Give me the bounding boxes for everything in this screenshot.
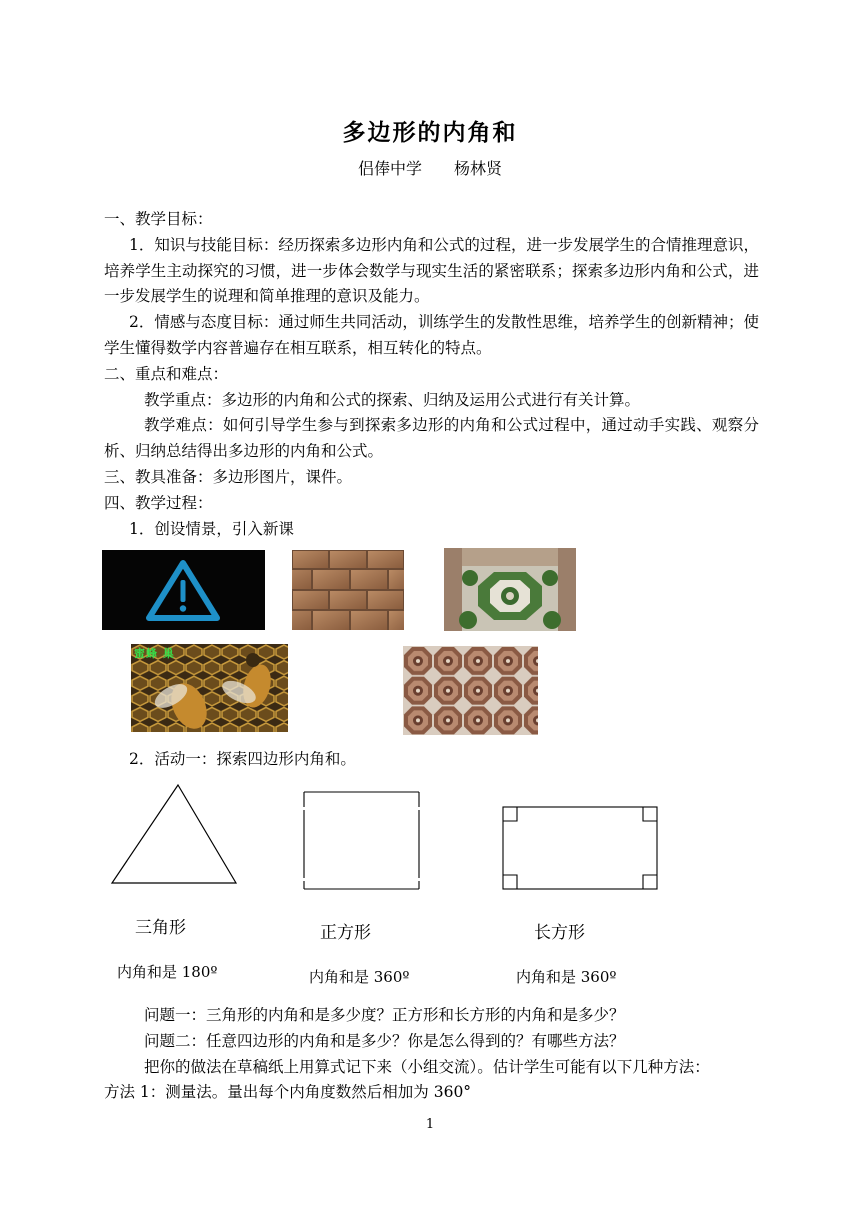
brick-pattern-icon <box>292 550 404 630</box>
warning-triangle-icon <box>102 550 265 630</box>
author-name: 杨林贤 <box>454 159 503 178</box>
section-heading-2: 二、重点和难点： <box>104 364 229 383</box>
question-2: 问题二：任意四边形的内角和是多少？你是怎么得到的？有哪些方法？ <box>144 1031 625 1050</box>
objectives-section <box>104 207 759 542</box>
rectangle-figure <box>500 804 662 892</box>
square-angle-sum: 内角和是 360º <box>309 968 410 986</box>
square-label: 正方形 <box>320 923 371 943</box>
method-1: 方法 1：测量法。量出每个内角度数然后相加为 360° <box>104 1083 472 1102</box>
rectangle-angle-sum: 内角和是 360º <box>516 968 617 986</box>
section-heading-3: 三、教具准备：多边形图片，课件。 <box>104 467 353 486</box>
objective-paragraph-2: 2．情感与态度目标：通过师生共同活动，训练学生的发散性思维，培养学生的创新精神；使学生懂得数学内容普遍存在相互联系，相互转化的特点。 <box>104 313 759 357</box>
brick-wall-image <box>292 550 404 630</box>
activity-section <box>104 747 759 773</box>
section-heading-1: 一、教学目标： <box>104 210 213 228</box>
step-1-heading: 1．创设情景，引入新课 <box>129 519 294 538</box>
triangle-angle-sum: 内角和是 180º <box>117 963 218 981</box>
question-3: 把你的做法在草稿纸上用算式记下来（小组交流）。估计学生可能有以下几种方法： <box>144 1057 710 1076</box>
author-school: 侣俸中学 <box>357 159 422 178</box>
step-2-heading: 2．活动一：探索四边形内角和。 <box>129 750 356 768</box>
honeycomb-bees-image <box>131 644 288 732</box>
triangle-label: 三角形 <box>135 918 186 938</box>
questions-section <box>104 1003 759 1106</box>
difficulty-paragraph: 教学难点：如何引导学生参与到探索多边形的内角和公式过程中，通过动手实践、观察分析、归纳总结得出多边形的内角和公式。 <box>104 416 759 461</box>
question-1: 问题一：三角形的内角和是多少度？正方形和长方形的内角和是多少？ <box>144 1006 625 1024</box>
page-number: 1 <box>425 1117 435 1132</box>
garden-courtyard-icon <box>444 548 576 631</box>
rectangle-label: 长方形 <box>534 923 585 943</box>
octagon-garden-image <box>444 548 576 631</box>
objective-paragraph-1: 1．知识与技能目标：经历探索多边形内角和公式的过程，进一步发展学生的合情推理意识，培养学生主动探究的习惯，进一步体会数学与现实生活的紧密联系；探索多边形内角和公式，进一步发展学生的说理和简单推理的意识及能力。 <box>104 235 759 306</box>
key-point-paragraph: 教学重点：多边形的内角和公式的探索、归纳及运用公式进行有关计算。 <box>144 390 641 409</box>
image-watermark-text: 蜜蜂 巢 <box>134 647 175 660</box>
tile-pattern-icon <box>403 646 538 735</box>
square-figure <box>300 789 424 893</box>
octagon-tile-image <box>403 646 538 735</box>
warning-sign-image <box>102 550 265 630</box>
section-heading-4: 四、教学过程： <box>104 493 213 512</box>
triangle-figure <box>108 782 240 886</box>
page-title: 多边形的内角和 <box>342 119 518 146</box>
author-line <box>0 156 860 179</box>
